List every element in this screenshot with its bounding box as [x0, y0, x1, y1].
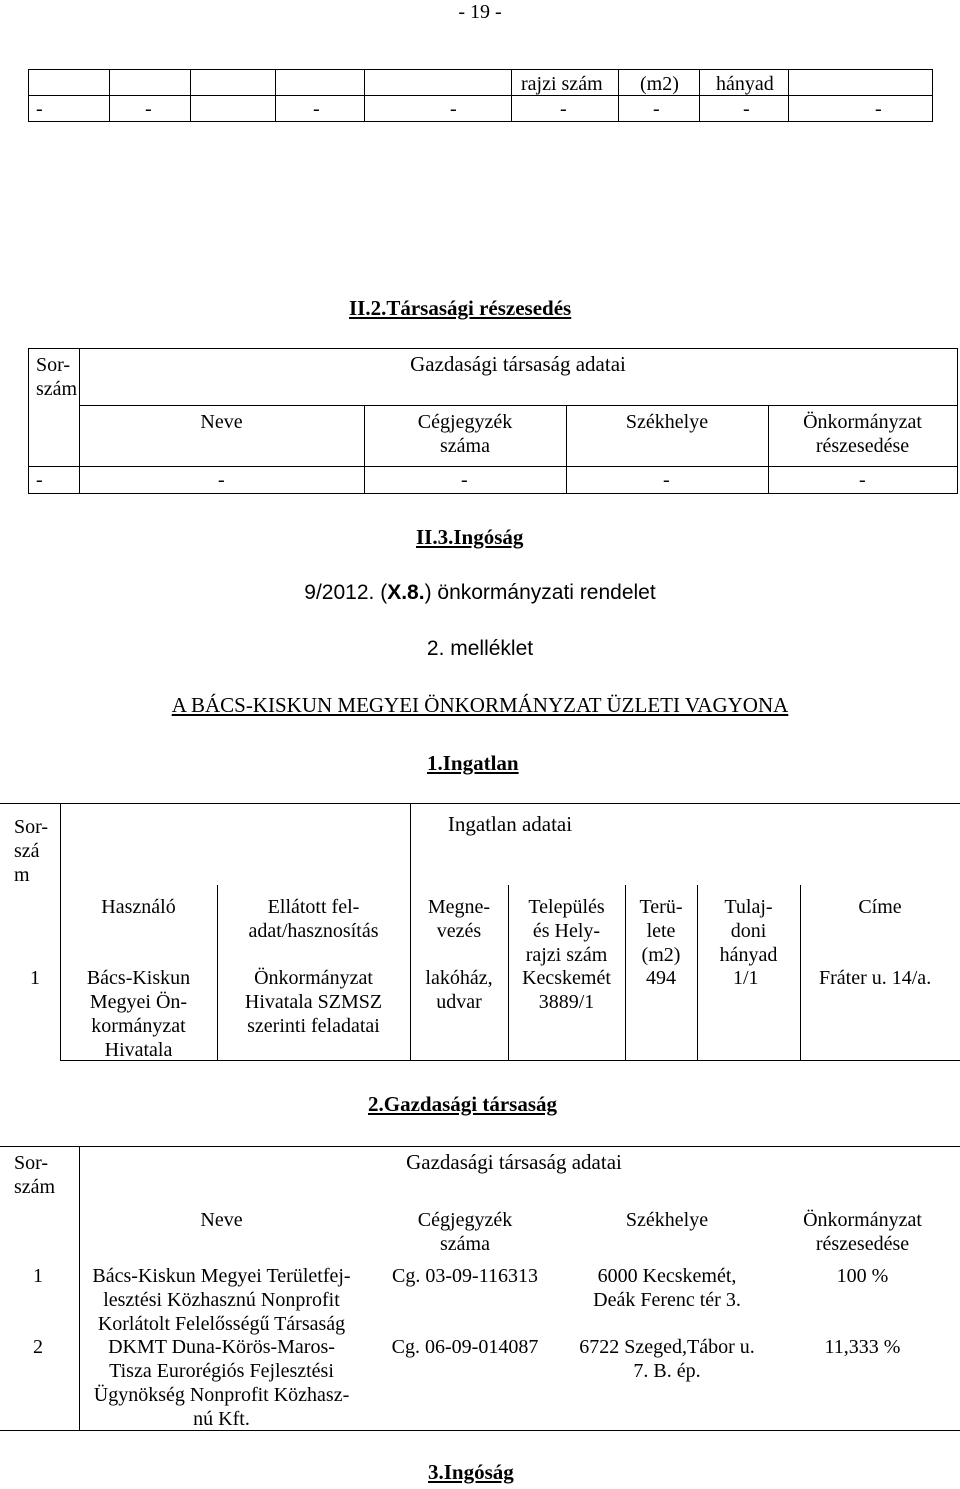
- col-header-feladat: Ellátott fel- adat/hasznosítás: [248, 896, 379, 942]
- dash-cell: -: [653, 98, 660, 120]
- cell-megnevezes: lakóház, udvar: [425, 967, 493, 1013]
- cell-cegjegyzek: Cg. 06-09-014087: [391, 1336, 539, 1358]
- page-number: - 19 -: [458, 1, 502, 23]
- dash-cell: -: [663, 469, 670, 491]
- section-title-gazdasagi: 2.Gazdasági társaság: [368, 1092, 557, 1116]
- col-header-sorszam: Sor- szá m: [14, 816, 49, 886]
- section-title-ingatlan: 1.Ingatlan: [427, 751, 519, 775]
- cell-terulet: 494: [646, 967, 676, 989]
- regulation-line: 9/2012. (X.8.) önkormányzati rendelet: [304, 581, 656, 604]
- section-title-ingosag: 3.Ingóság: [428, 1460, 514, 1484]
- group-header: Gazdasági társaság adatai: [406, 1150, 622, 1174]
- dash-cell: -: [450, 98, 457, 120]
- cell-telepules: Kecskemét 3889/1: [522, 967, 611, 1013]
- col-header-cegjegyzek: Cégjegyzék száma: [417, 1209, 513, 1255]
- dash-cell: -: [218, 469, 225, 491]
- dash-cell: -: [461, 469, 468, 491]
- col-header-neve: Neve: [200, 411, 243, 433]
- col-header-sorszam: Sor- szám: [36, 354, 78, 400]
- dash-cell: -: [875, 98, 882, 120]
- section-title-ii3: II.3.Ingóság: [416, 525, 524, 549]
- col-header-cegjegyzek: Cégjegyzék száma: [417, 411, 513, 457]
- dash-cell: -: [36, 469, 43, 491]
- cell-cegjegyzek: Cg. 03-09-116313: [392, 1265, 538, 1287]
- col-header-cime: Címe: [858, 896, 902, 918]
- dash-cell: -: [145, 98, 152, 120]
- col-header-neve: Neve: [200, 1209, 243, 1231]
- document-title: A BÁCS-KISKUN MEGYEI ÖNKORMÁNYZAT ÜZLETI VAGYONA: [171, 693, 789, 717]
- cell-neve: DKMT Duna-Körös-Maros- Tisza Eurorégiós Fejlesztési Ügynökség Nonprofit Közhasz- nú Kft.: [93, 1336, 350, 1430]
- row-number: 1: [30, 967, 40, 989]
- cell-szekhely: 6000 Kecskemét, Deák Ferenc tér 3.: [593, 1265, 741, 1311]
- col-header-hasznalo: Használó: [101, 896, 176, 918]
- cell-neve: Bács-Kiskun Megyei Területfej- lesztési Közhasznú Nonprofit Korlátolt Felelősségű Társaság: [92, 1265, 351, 1335]
- dash-cell: -: [859, 469, 866, 491]
- group-header: Gazdasági társaság adatai: [410, 352, 626, 376]
- col-header-sorszam: Sor- szám: [14, 1152, 56, 1198]
- col-header-tulajdoni: Tulaj- doni hányad: [719, 896, 778, 966]
- col-header-hanyad: hányad: [716, 73, 774, 95]
- cell-tulajdoni: 1/1: [733, 967, 759, 989]
- cell-reszesedes: 11,333 %: [824, 1336, 901, 1358]
- col-header-reszesedes: Önkormányzat részesedése: [803, 1209, 922, 1255]
- dash-cell: -: [560, 98, 567, 120]
- dash-cell: -: [36, 98, 43, 120]
- col-header-rajzi-szam: rajzi szám: [521, 73, 603, 95]
- group-header: Ingatlan adatai: [447, 812, 573, 836]
- cell-hasznalo: Bács-Kiskun Megyei Ön- kormányzat Hivatala: [86, 967, 191, 1061]
- col-header-reszesedes: Önkormányzat részesedése: [803, 411, 922, 457]
- col-header-szekhely: Székhelye: [625, 1209, 709, 1231]
- cell-feladat: Önkormányzat Hivatala SZMSZ szerinti feladatai: [244, 967, 383, 1037]
- annex-label: 2. melléklet: [426, 637, 534, 660]
- col-header-m2: (m2): [640, 73, 679, 95]
- cell-reszesedes: 100 %: [836, 1265, 889, 1287]
- dash-cell: -: [313, 98, 320, 120]
- row-number: 1: [33, 1265, 43, 1287]
- col-header-szekhely: Székhelye: [625, 411, 709, 433]
- col-header-terulet: Terü- lete (m2): [639, 896, 683, 966]
- cell-szekhely: 6722 Szeged,Tábor u. 7. B. ép.: [579, 1336, 755, 1382]
- dash-cell: -: [743, 98, 750, 120]
- section-title-ii2: II.2.Társasági részesedés: [349, 296, 572, 320]
- row-number: 2: [33, 1336, 43, 1358]
- col-header-telepules: Település és Hely- rajzi szám: [525, 896, 608, 966]
- col-header-megnevezes: Megne- vezés: [427, 896, 491, 942]
- cell-cime: Fráter u. 14/a.: [819, 967, 932, 989]
